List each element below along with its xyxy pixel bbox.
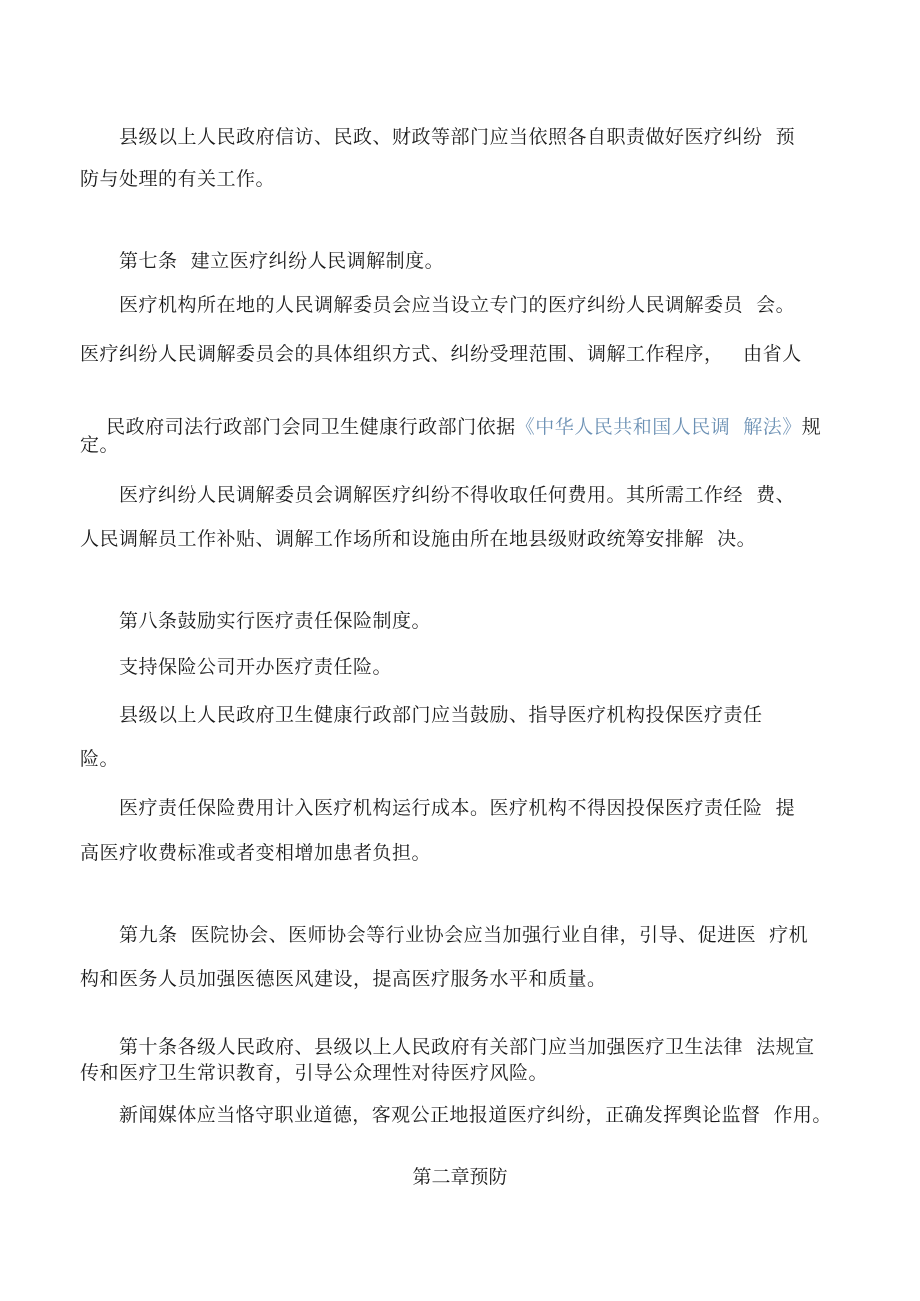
article-8-title: 第八条鼓励实行医疗责任保险制度。 xyxy=(119,610,432,632)
paragraph-line: 防与处理的有关工作。 xyxy=(80,168,276,190)
article-9-title: 第九条 医院协会、医师协会等行业协会应当加强行业自律，引导、促进医 疗机 xyxy=(119,924,809,946)
chapter-heading: 第二章预防 xyxy=(412,1166,508,1188)
paragraph-line: 定。 xyxy=(80,434,120,456)
paragraph-line: 支持保险公司开办医疗责任险。 xyxy=(119,656,393,678)
paragraph-line: 新闻媒体应当恪守职业道德，客观公正地报道医疗纠纷，正确发挥舆论监督 作用。 xyxy=(119,1104,832,1126)
paragraph-text: 民政府司法行政部门会同卫生健康行政部门依据 xyxy=(106,416,516,438)
paragraph-line: 医疗纠纷人民调解委员会调解医疗纠纷不得收取任何费用。其所需工作经 费、 xyxy=(119,484,796,506)
paragraph-line: 险。 xyxy=(80,748,120,770)
paragraph-line xyxy=(80,388,821,466)
paragraph-line: 医疗纠纷人民调解委员会的具体组织方式、纠纷受理范围、调解工作程序， 由省人 xyxy=(80,343,802,365)
paragraph-line: 医疗机构所在地的人民调解委员会应当设立专门的医疗纠纷人民调解委员 会。 xyxy=(119,294,796,316)
paragraph-line: 传和医疗卫生常识教育，引导公众理性对待医疗风险。 xyxy=(80,1062,549,1084)
paragraph-line: 高医疗收费标准或者变相增加患者负担。 xyxy=(80,842,432,864)
law-reference-link[interactable]: 《中华人民共和国人民调 解法》 xyxy=(515,416,802,438)
paragraph-line: 构和医务人员加强医德医风建设，提高医疗服务水平和质量。 xyxy=(80,968,607,990)
paragraph-line: 人民调解员工作补贴、调解工作场所和设施由所在地县级财政统筹安排解 决。 xyxy=(80,528,757,550)
paragraph-line: 县级以上人民政府卫生健康行政部门应当鼓励、指导医疗机构投保医疗责任 xyxy=(119,704,763,726)
paragraph-line: 医疗责任保险费用计入医疗机构运行成本。医疗机构不得因投保医疗责任险 提 xyxy=(119,797,796,819)
article-10-title: 第十条各级人民政府、县级以上人民政府有关部门应当加强医疗卫生法律 法规宣 xyxy=(119,1036,815,1058)
paragraph-line: 县级以上人民政府信访、民政、财政等部门应当依照各自职责做好医疗纠纷 预 xyxy=(119,126,796,148)
article-7-title: 第七条 建立医疗纠纷人民调解制度。 xyxy=(119,250,445,272)
paragraph-text: 规 xyxy=(801,416,822,438)
